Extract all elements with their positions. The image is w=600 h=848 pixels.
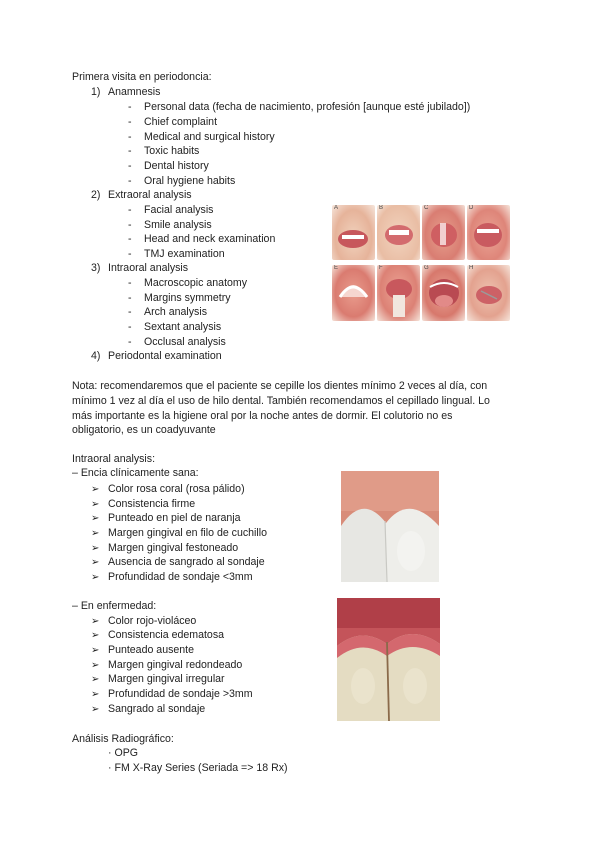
list-item: Margen gingival en filo de cuchillo (108, 527, 267, 539)
list-dash: - (128, 204, 132, 216)
arrow-bullet-icon: ➢ (91, 674, 100, 685)
list-item: Medical and surgical history (144, 131, 275, 143)
list-item: Punteado en piel de naranja (108, 512, 241, 524)
healthy-heading: – Encia clínicamente sana: (72, 467, 199, 479)
intraoral-title: Intraoral analysis: (72, 453, 156, 465)
list-item: Facial analysis (144, 204, 214, 216)
section-number: 3) (91, 262, 101, 274)
list-dash: - (128, 175, 132, 187)
list-dash: - (128, 101, 132, 113)
page-title: Primera visita en periodoncia: (72, 71, 212, 83)
list-item: Punteado ausente (108, 644, 195, 656)
arrow-bullet-icon: ➢ (91, 572, 100, 583)
list-item: Ausencia de sangrado al sondaje (108, 556, 265, 568)
arrow-bullet-icon: ➢ (91, 630, 100, 641)
healthy-gum-photo (341, 471, 439, 582)
figure-panel-a: A (332, 205, 375, 260)
arrow-bullet-icon: ➢ (91, 484, 100, 495)
note-line: Nota: recomendaremos que el paciente se cepille los dientes mínimo 2 veces al día, con (72, 380, 488, 392)
list-dash: - (128, 321, 132, 333)
section-label-intraoral: Intraoral analysis (108, 262, 189, 274)
list-item: Chief complaint (144, 116, 218, 128)
list-item: Arch analysis (144, 306, 207, 318)
list-dash: - (128, 336, 132, 348)
oral-exam-figure (332, 205, 510, 321)
list-item: Consistencia firme (108, 498, 196, 510)
list-dash: - (128, 292, 132, 304)
figure-panel-e: E (332, 265, 375, 321)
list-item: Sangrado al sondaje (108, 703, 206, 715)
section-label-anamnesis: Anamnesis (108, 86, 161, 98)
radiographic-item-fm-series: · FM X-Ray Series (Seriada => 18 Rx) (108, 762, 288, 774)
arrow-bullet-icon: ➢ (91, 645, 100, 656)
list-dash: - (128, 160, 132, 172)
arrow-bullet-icon: ➢ (91, 704, 100, 715)
note-line: obligatorio, es un coadyuvante (72, 424, 216, 436)
section-number: 4) (91, 350, 101, 362)
arrow-bullet-icon: ➢ (91, 660, 100, 671)
list-dash: - (128, 306, 132, 318)
arrow-bullet-icon: ➢ (91, 689, 100, 700)
list-item: Sextant analysis (144, 321, 222, 333)
list-item: Personal data (fecha de nacimiento, profesión [aunque esté jubilado]) (144, 101, 471, 113)
list-dash: - (128, 145, 132, 157)
list-item: Smile analysis (144, 219, 212, 231)
list-dash: - (128, 116, 132, 128)
list-item: TMJ examination (144, 248, 225, 260)
diseased-gum-photo (337, 598, 440, 721)
list-item: Consistencia edematosa (108, 629, 225, 641)
figure-panel-h: H (467, 265, 510, 321)
section-label-periodontal: Periodontal examination (108, 350, 222, 362)
note-line: más importante es la higiene oral por la noche antes de dormir. El colutorio no es (72, 410, 453, 422)
arrow-bullet-icon: ➢ (91, 513, 100, 524)
disease-heading: – En enfermedad: (72, 600, 157, 612)
list-dash: - (128, 219, 132, 231)
list-item: Head and neck examination (144, 233, 276, 245)
list-dash: - (128, 277, 132, 289)
figure-panel-g: G (422, 265, 465, 321)
list-item: Toxic habits (144, 145, 200, 157)
list-dash: - (128, 131, 132, 143)
figure-panel-f: F (377, 265, 420, 321)
list-item: Margen gingival redondeado (108, 659, 243, 671)
list-item: Oral hygiene habits (144, 175, 236, 187)
arrow-bullet-icon: ➢ (91, 616, 100, 627)
list-dash: - (128, 248, 132, 260)
list-item: Margen gingival festoneado (108, 542, 239, 554)
note-line: mínimo 1 vez al día el uso de hilo dental. También recomendamos el cepillado lingual. Lo (72, 395, 490, 407)
section-number: 1) (91, 86, 101, 98)
radiographic-title: Análisis Radiográfico: (72, 733, 174, 745)
figure-panel-d: D (467, 205, 510, 260)
list-item: Color rojo-violáceo (108, 615, 197, 627)
arrow-bullet-icon: ➢ (91, 543, 100, 554)
list-dash: - (128, 233, 132, 245)
list-item: Margen gingival irregular (108, 673, 225, 685)
list-item: Occlusal analysis (144, 336, 226, 348)
list-item: Profundidad de sondaje >3mm (108, 688, 253, 700)
figure-panel-b: B (377, 205, 420, 260)
arrow-bullet-icon: ➢ (91, 528, 100, 539)
figure-panel-c: C (422, 205, 465, 260)
list-item: Dental history (144, 160, 209, 172)
list-item: Margins symmetry (144, 292, 231, 304)
radiographic-item-opg: · OPG (108, 747, 139, 759)
arrow-bullet-icon: ➢ (91, 557, 100, 568)
list-item: Profundidad de sondaje <3mm (108, 571, 253, 583)
list-item: Color rosa coral (rosa pálido) (108, 483, 245, 495)
section-label-extraoral: Extraoral analysis (108, 189, 192, 201)
section-number: 2) (91, 189, 101, 201)
arrow-bullet-icon: ➢ (91, 499, 100, 510)
list-item: Macroscopic anatomy (144, 277, 248, 289)
